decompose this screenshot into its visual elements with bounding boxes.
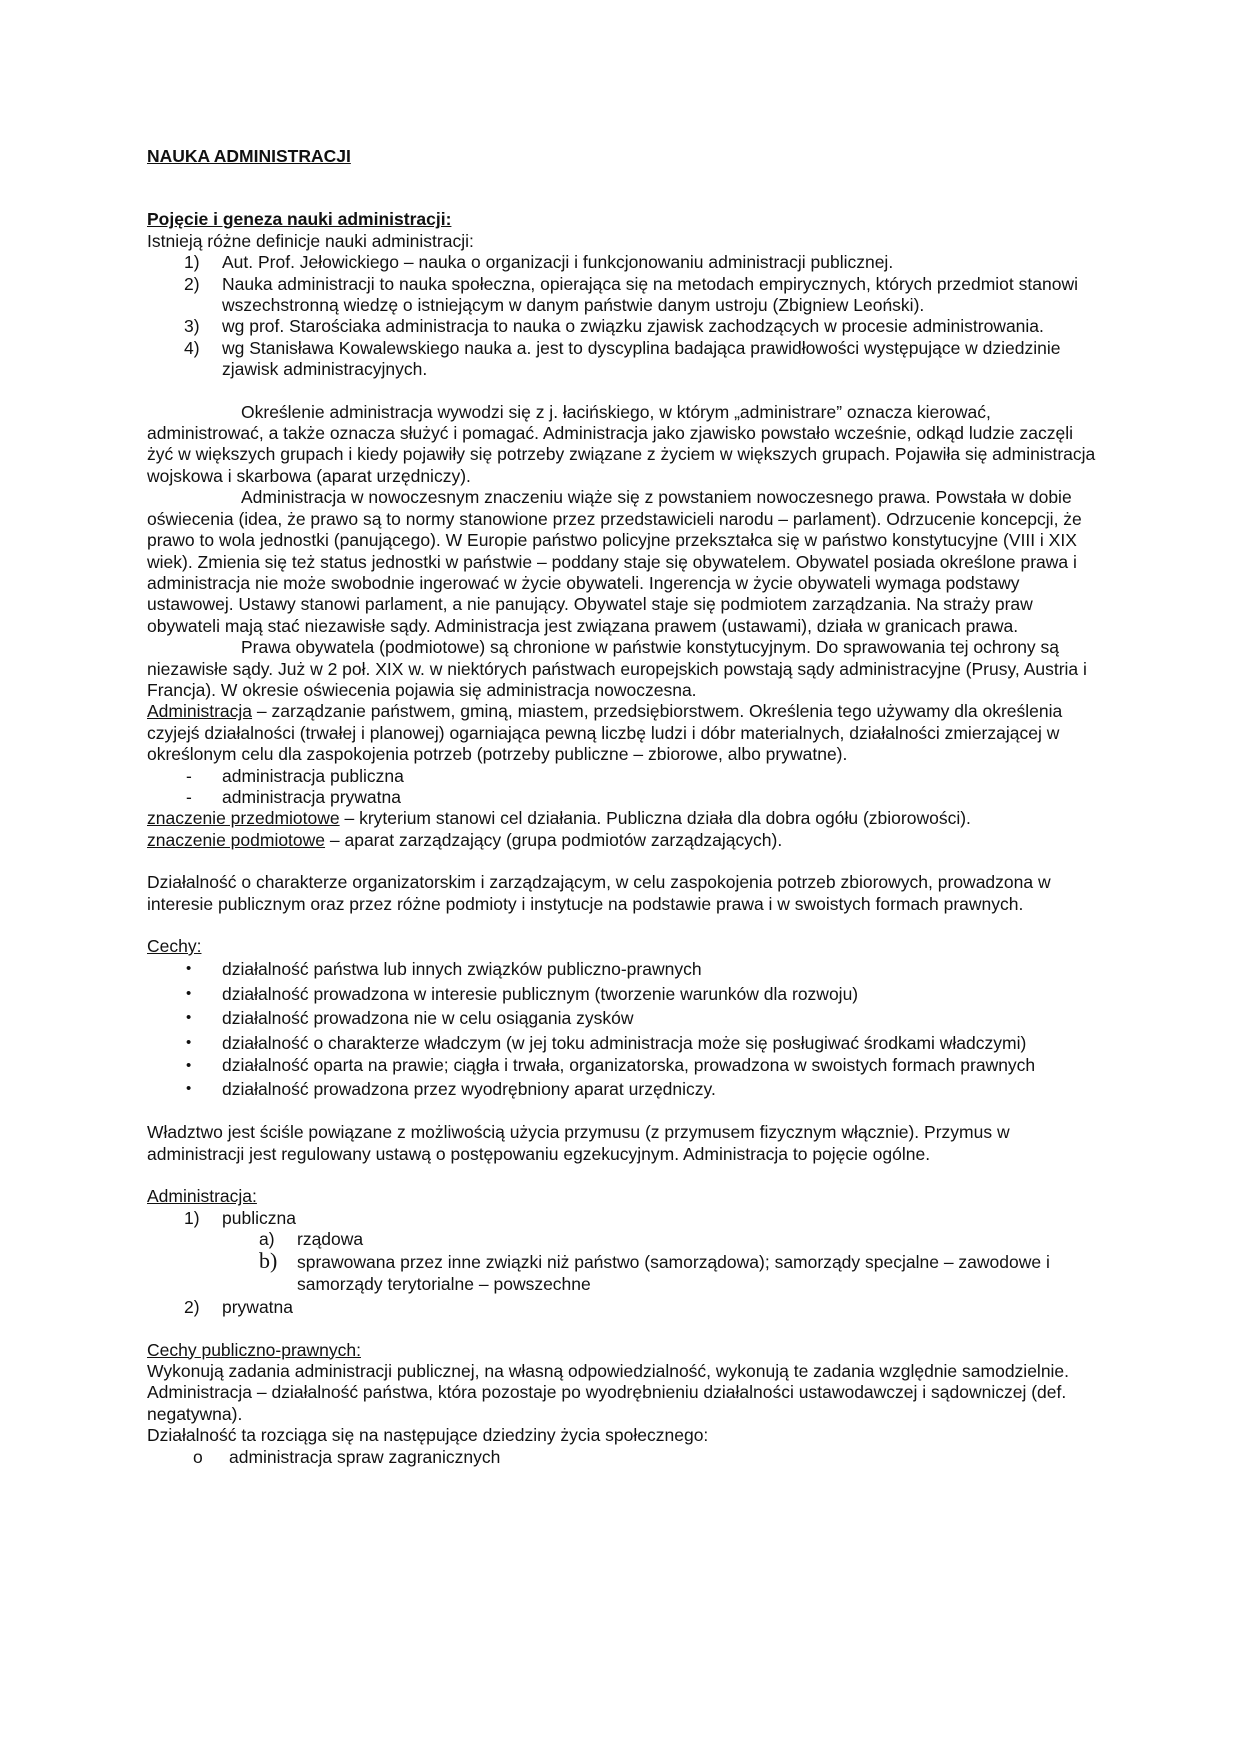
list-item xyxy=(147,766,1097,787)
administration-kinds-list xyxy=(147,1208,1097,1319)
bullet-marker: • xyxy=(186,960,192,978)
list-item-text: sprawowana przez inne związki niż państwo (samorządowa); samorządy specjalne – zawodowe i samorządy terytorialne – powszechne xyxy=(297,1252,1050,1294)
list-item-text: Aut. Prof. Jełowickiego – nauka o organizacji i funkcjonowaniu administracji publicznej. xyxy=(222,252,894,273)
term-subjective-meaning: znaczenie podmiotowe xyxy=(147,829,326,850)
list-item-text: działalność prowadzona w interesie publicznym (tworzenie warunków dla rozwoju) xyxy=(222,983,859,1004)
paragraph-administration-definition xyxy=(147,701,1097,765)
list-item-text: działalność prowadzona przez wyodrębniony aparat urzędniczy. xyxy=(222,1078,716,1099)
list-item xyxy=(147,1208,1097,1229)
spacer xyxy=(147,381,1097,402)
list-item xyxy=(147,1077,1097,1102)
list-item-text: Nauka administracji to nauka społeczna, opierająca się na metodach empirycznych, których przedmiot stanowi wszechstronną wiedzę o istniejącym w danym państwie danym ustroju (Zbigniew Leoński). xyxy=(222,273,1078,316)
list-marker: 1) xyxy=(184,252,200,273)
list-marker: 2) xyxy=(184,1297,200,1318)
spacer xyxy=(147,167,1097,209)
circle-marker: o xyxy=(193,1446,203,1467)
list-item-text: administracja prywatna xyxy=(222,786,401,807)
list-item xyxy=(147,957,1097,982)
paragraph-public-tasks: Wykonują zadania administracji publicznej, na własną odpowiedzialność, wykonują te zadania względnie samodzielnie. xyxy=(147,1360,1070,1381)
list-item xyxy=(147,1031,1097,1056)
spacer xyxy=(147,1165,1097,1186)
spacer xyxy=(147,1319,1097,1340)
list-item-text: działalność prowadzona nie w celu osiągania zysków xyxy=(222,1008,634,1029)
paragraph-negative-definition: Administracja – działalność państwa, która pozostaje po wyodrębnieniu działalności ustawodawczej i sądowniczej (def. negatywna). xyxy=(147,1382,1067,1424)
list-item-text: wg prof. Starościaka administracja to nauka o związku zjawisk zachodzących w procesie administrowania. xyxy=(222,316,1044,337)
term-administracja: Administracja xyxy=(147,701,253,722)
section-heading-features: Cechy: xyxy=(147,936,202,956)
list-item xyxy=(147,1006,1097,1031)
spacer xyxy=(147,1101,1097,1122)
list-item xyxy=(147,1297,1097,1318)
list-item-text: działalność państwa lub innych związków publiczno-prawnych xyxy=(222,959,702,980)
paragraph-citizen-rights: Prawa obywatela (podmiotowe) są chronione w państwie konstytucyjnym. Do sprawowania tej ochrony są niezawisłe sądy. Już w 2 poł. XIX w. w niektórych państwach europejskich powstają sądy administracyjne (Prusy, Austria i Francja). W okresie oświecenia pojawia się administracja nowoczesna. xyxy=(147,637,1087,700)
sublist-marker: b) xyxy=(259,1248,278,1274)
list-item xyxy=(147,1447,1097,1468)
list-item xyxy=(147,274,1097,317)
features-list xyxy=(147,957,1097,1101)
section-heading-genesis: Pojęcie i geneza nauki administracji: xyxy=(147,209,452,230)
definition-text: – kryterium stanowi cel działania. Publiczna działa dla dobra ogółu (zbiorowości). xyxy=(339,808,971,829)
list-item-text: działalność o charakterze władczym (w jej toku administracja może się posługiwać środkami władczymi) xyxy=(222,1032,1027,1053)
definition-text: – aparat zarządzający (grupa podmiotów zarządzających). xyxy=(325,829,783,850)
list-item xyxy=(147,787,1097,808)
bullet-marker: • xyxy=(186,1057,192,1075)
definitions-intro: Istnieją różne definicje nauki administracji: xyxy=(147,230,474,251)
domains-list xyxy=(147,1447,1097,1468)
bullet-marker: • xyxy=(186,1009,192,1027)
definition-text: – zarządzanie państwem, gminą, miastem, przedsiębiorstwem. Określenia tego używamy dla określenia czyjejś działalności (trwałej i planowej) ogarniająca pewną liczbę ludzi i dóbr materialnych, działalności zmierzającej w określonym celu dla zaspokojenia potrzeb (potrzeby publiczne – zbiorowe, albo prywatne). xyxy=(147,701,1063,765)
list-marker: 2) xyxy=(184,273,200,294)
list-item xyxy=(147,252,1097,273)
list-item-text: prywatna xyxy=(222,1297,294,1318)
spacer xyxy=(147,915,1097,936)
list-item xyxy=(147,1055,1097,1076)
paragraph-coercion: Władztwo jest ściśle powiązane z możliwością użycia przymusu (z przymusem fizycznym włącznie). Przymus w administracji jest regulowany ustawą o postępowaniu egzekucyjnym. Administracja to pojęcie ogólne. xyxy=(147,1122,1010,1164)
spacer xyxy=(147,851,1097,872)
dash-marker: - xyxy=(186,786,192,807)
list-item xyxy=(147,316,1097,337)
list-item-text: administracja publiczna xyxy=(222,765,404,786)
dash-marker: - xyxy=(186,765,192,786)
list-item-text: administracja spraw zagranicznych xyxy=(229,1446,501,1467)
section-heading-administration: Administracja: xyxy=(147,1186,257,1207)
paragraph-activity-definition: Działalność o charakterze organizatorskim i zarządzającym, w celu zaspokojenia potrzeb zbiorowych, prowadzona w interesie publicznym oraz przez różne podmioty i instytucje na podstawie prawa i w swoistych formach prawnych. xyxy=(147,872,1051,914)
list-item xyxy=(147,338,1097,381)
sublist-item xyxy=(147,1229,1097,1250)
document-page xyxy=(147,146,1097,1468)
list-marker: 4) xyxy=(184,337,200,358)
list-marker: 3) xyxy=(184,316,200,337)
paragraph-modern-administration: Administracja w nowoczesnym znaczeniu wiąże się z powstaniem nowoczesnego prawa. Powstała w dobie oświecenia (idea, że prawo są to normy stanowione przez przedstawicieli narodu – parlament). Odrzucenie koncepcji, że prawo to wola jednostki (panującego). W Europie państwo policyjne przekształca się w państwo konstytucyjne (VIII i XIX wiek). Zmienia się też status jednostki w państwie – poddany staje się obywatelem. Obywatel posiada określone prawa i administracja nie może swobodnie ingerować w życie obywateli. Ingerencja w życie obywateli wymaga podstawy ustawowej. Ustawy stanowi parlament, a nie panujący. Obywatel staje się podmiotem zarządzania. Na straży praw obywateli mają stać niezawisłe sądy. Administracja jest związana prawem (ustawami), działa w granicach prawa. xyxy=(147,487,1082,636)
paragraph-subjective-meaning xyxy=(147,830,1097,851)
bullet-marker: • xyxy=(186,1079,192,1097)
paragraph-domains-intro: Działalność ta rozciąga się na następujące dziedziny życia społecznego: xyxy=(147,1425,709,1446)
administration-types-list xyxy=(147,766,1097,809)
section-heading-public-law-features: Cechy publiczno-prawnych: xyxy=(147,1339,361,1360)
sublist-item xyxy=(147,1248,1097,1295)
term-objective-meaning: znaczenie przedmiotowe xyxy=(147,808,340,829)
paragraph-objective-meaning xyxy=(147,808,1097,829)
list-item-text: rządowa xyxy=(297,1228,364,1249)
sublist-marker: a) xyxy=(259,1228,275,1249)
list-item xyxy=(147,982,1097,1007)
list-item-text: działalność oparta na prawie; ciągła i trwała, organizatorska, prowadzona w swoistych formach prawnych xyxy=(222,1055,1036,1076)
document-title: NAUKA ADMINISTRACJI xyxy=(147,146,351,166)
list-marker: 1) xyxy=(184,1207,200,1228)
list-item-text: publiczna xyxy=(222,1207,296,1228)
definitions-list xyxy=(147,252,1097,380)
list-item-text: wg Stanisława Kowalewskiego nauka a. jest to dyscyplina badająca prawidłowości występujące w dziedzinie zjawisk administracyjnych. xyxy=(222,337,1061,380)
paragraph-etymology: Określenie administracja wywodzi się z j. łacińskiego, w którym „administrare” oznacza kierować, administrować, a także oznacza służyć i pomagać. Administracja jako zjawisko powstało wcześnie, odkąd ludzie zaczęli żyć w większych grupach i kiedy pojawiły się potrzeby związane z życiem w większych grupach. Pojawiła się administracja wojskowa i skarbowa (aparat urzędniczy). xyxy=(147,401,1096,486)
bullet-marker: • xyxy=(186,1033,192,1051)
bullet-marker: • xyxy=(186,984,192,1002)
